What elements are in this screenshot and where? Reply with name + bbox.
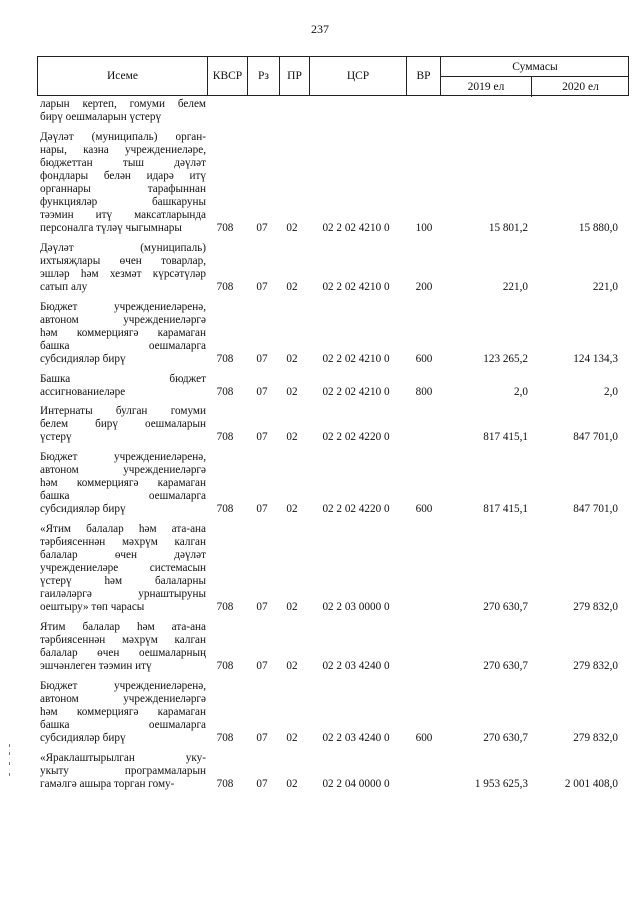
row-pr: 02 <box>286 222 298 235</box>
row-rz: 07 <box>256 353 268 365</box>
row-name-line: оештыру» төп чарасы <box>40 601 145 614</box>
row-csr: 02 2 02 4210 0 <box>322 385 390 398</box>
row-sum-2019: 270 630,7 <box>483 660 528 673</box>
row-pr: 02 <box>286 431 298 444</box>
row-pr: 02 <box>286 660 298 673</box>
header-vr: ВР <box>407 57 441 95</box>
row-kvsr: 708 <box>216 777 234 790</box>
row-sum-2019: 270 630,7 <box>483 601 528 614</box>
row-pr: 02 <box>286 732 298 744</box>
row-vr <box>406 431 442 444</box>
row-rz: 07 <box>256 777 268 790</box>
row-pr: 02 <box>286 601 298 614</box>
row-name-line: ихтыяҗлары өчен товарлар, <box>40 254 206 267</box>
row-sum-2019: 15 801,2 <box>488 222 528 235</box>
row-csr: 02 2 02 4210 0 <box>322 222 390 235</box>
header-csr: ЦСР <box>310 57 407 95</box>
row-name-line: эшләр һәм хезмәт күрсәтүләр <box>40 268 206 280</box>
row-kvsr: 708 <box>216 732 234 744</box>
row-pr <box>278 111 306 124</box>
row-name-line: субсидияләр бирү <box>40 503 126 516</box>
row-name-line: Бюджет учреждениеләренә, <box>40 450 206 463</box>
row-vr: 600 <box>415 353 433 365</box>
row-rz: 07 <box>256 281 268 294</box>
row-name-line: нары, казна учреждениеләре, <box>40 143 206 156</box>
row-name-line: башка оешмаларга <box>40 490 206 503</box>
row-sum-2019: 1 953 625,3 <box>474 777 528 790</box>
row-pr: 02 <box>286 777 298 790</box>
row-vr <box>406 660 442 673</box>
row-kvsr: 708 <box>216 385 234 398</box>
margin-mark <box>9 762 10 765</box>
row-name-line: Бюджет учреждениеләренә, <box>40 679 206 692</box>
row-sum-2020: 2 001 408,0 <box>564 777 618 790</box>
row-kvsr <box>208 111 242 124</box>
row-pr: 02 <box>286 353 298 365</box>
row-name-line: автоном учреждениеләргә <box>40 463 206 476</box>
row-name-line: «Ятим балалар һәм ата-ана <box>40 522 206 535</box>
row-sum-2019 <box>440 111 528 124</box>
row-name-line: персоналга түләү чыгымнары <box>40 222 182 235</box>
row-csr: 02 2 02 4210 0 <box>322 281 390 294</box>
row-vr: 200 <box>415 281 433 294</box>
row-sum-2020: 124 134,3 <box>573 353 618 365</box>
row-name-line: башка оешмаларга <box>40 718 206 731</box>
row-sum-2019: 221,0 <box>502 281 528 294</box>
row-vr <box>406 778 442 791</box>
row-name-line: Башка бюджет <box>40 372 206 385</box>
row-csr <box>306 111 406 124</box>
table-header <box>37 56 629 96</box>
row-kvsr: 708 <box>216 601 234 614</box>
row-name-line: автоном учреждениеләргә <box>40 692 206 705</box>
row-vr <box>406 111 442 124</box>
row-name-line: тәэмин итү максатларында <box>40 209 206 222</box>
row-kvsr: 708 <box>216 660 234 673</box>
row-name-line: тәрбиясеннән мәхрүм калган <box>40 535 206 548</box>
row-sum-2019: 123 265,2 <box>483 353 528 365</box>
header-sums: Суммасы <box>441 57 629 77</box>
header-pr: ПР <box>280 57 310 95</box>
row-name-line: Интернаты булган гомуми <box>40 405 206 418</box>
row-pr: 02 <box>286 503 298 516</box>
row-name-line: башка оешмаларга <box>40 339 206 352</box>
row-rz: 07 <box>256 732 268 744</box>
row-vr <box>406 601 442 614</box>
row-kvsr: 708 <box>216 281 234 294</box>
row-csr: 02 2 02 4210 0 <box>322 353 390 365</box>
margin-mark <box>9 744 10 747</box>
row-csr: 02 2 02 4220 0 <box>322 503 390 516</box>
margin-mark <box>9 752 10 755</box>
row-vr: 800 <box>415 385 433 398</box>
row-pr: 02 <box>286 281 298 294</box>
row-name-line: фондлары белән идарә итү <box>40 169 206 182</box>
header-year-2020: 2020 ел <box>562 80 599 93</box>
row-name-line: Ятим балалар һәм ата-ана <box>40 620 206 633</box>
row-name-line: бирү оешмаларын үстерү <box>40 111 162 124</box>
row-sum-2020: 847 701,0 <box>573 503 618 516</box>
row-rz: 07 <box>256 601 268 614</box>
page-number: 237 <box>311 22 329 36</box>
header-rz: Рз <box>248 57 280 95</box>
row-name-line: автоном учреждениеләргә <box>40 313 206 326</box>
row-vr: 600 <box>415 503 433 516</box>
row-name-line: Дәүләт (муниципаль) орган- <box>40 130 206 143</box>
row-name-line: Дәүләт (муниципаль) <box>40 241 206 254</box>
row-name-line: гамәлгә ашыра торган гому- <box>40 777 175 790</box>
row-sum-2020: 279 832,0 <box>573 660 618 673</box>
row-rz: 07 <box>256 503 268 516</box>
row-name-line: «Яраклаштырылган уку- <box>40 751 206 764</box>
row-name-line: учреждениеләре системасын <box>40 562 206 574</box>
row-vr: 600 <box>415 732 433 744</box>
row-pr: 02 <box>286 385 298 398</box>
row-name-line: балалар өчен оешмаларның <box>40 647 206 659</box>
row-rz: 07 <box>256 431 268 444</box>
row-sum-2020: 2,0 <box>604 385 618 398</box>
row-name-line: белем бирү оешмаларын <box>40 418 206 431</box>
row-name-line: укыту программаларын <box>40 764 206 777</box>
row-csr: 02 2 02 4220 0 <box>322 431 390 444</box>
row-sum-2020: 15 880,0 <box>578 222 618 235</box>
row-name-line: ларын кертеп, гомуми белем <box>40 98 206 110</box>
row-rz: 07 <box>256 660 268 673</box>
row-name-line: субсидияләр бирү <box>40 353 126 365</box>
row-name-line: һәм коммерциягә карамаган <box>40 326 206 339</box>
row-csr: 02 2 03 4240 0 <box>322 732 390 744</box>
row-kvsr: 708 <box>216 222 234 235</box>
row-rz: 07 <box>256 385 268 398</box>
row-sum-2020: 279 832,0 <box>573 601 618 614</box>
row-name-line: органнары тарафыннан <box>40 183 206 195</box>
row-name-line: тәрбиясеннән мәхрүм калган <box>40 633 206 646</box>
header-kvsr: КВСР <box>208 57 248 95</box>
row-sum-2019: 270 630,7 <box>483 732 528 744</box>
header-year-2019: 2019 ел <box>441 76 532 97</box>
row-name-line: эшчәнлеген тәэмин итү <box>40 660 152 673</box>
row-csr: 02 2 03 0000 0 <box>322 601 390 614</box>
row-name-line: гаиләләргә урнаштыруны <box>40 588 206 601</box>
row-name-line: ассигнованиеләре <box>40 385 126 398</box>
row-csr: 02 2 04 0000 0 <box>322 777 390 790</box>
row-name-line: субсидияләр бирү <box>40 732 126 744</box>
row-name-line: үстерү һәм балаларны <box>40 575 206 588</box>
header-name: Исеме <box>38 57 208 95</box>
row-sum-2019: 817 415,1 <box>483 431 528 444</box>
row-sum-2020 <box>530 111 618 124</box>
row-rz: 07 <box>256 222 268 235</box>
row-sum-2020: 279 832,0 <box>573 732 618 744</box>
row-name-line: балалар өчен дәүләт <box>40 548 206 561</box>
row-csr: 02 2 03 4240 0 <box>322 660 390 673</box>
row-name-line: һәм коммерциягә карамаган <box>40 705 206 718</box>
row-sum-2020: 221,0 <box>592 281 618 294</box>
row-name-line: функцияләр башкаруны <box>40 196 206 209</box>
row-vr: 100 <box>415 222 433 235</box>
row-name-line: һәм коммерциягә карамаган <box>40 477 206 489</box>
row-name-line: Бюджет учреждениеләренә, <box>40 300 206 313</box>
row-sum-2019: 2,0 <box>514 385 528 398</box>
row-name-line: сатып алу <box>40 281 88 294</box>
row-name-line: бюджеттан тыш дәүләт <box>40 156 206 169</box>
margin-mark <box>9 773 10 776</box>
row-sum-2019: 817 415,1 <box>483 503 528 516</box>
row-rz <box>248 111 276 124</box>
row-kvsr: 708 <box>216 431 234 444</box>
row-name-line: үстерү <box>40 431 72 444</box>
row-sum-2020: 847 701,0 <box>573 431 618 444</box>
row-kvsr: 708 <box>216 503 234 516</box>
row-kvsr: 708 <box>216 353 234 365</box>
